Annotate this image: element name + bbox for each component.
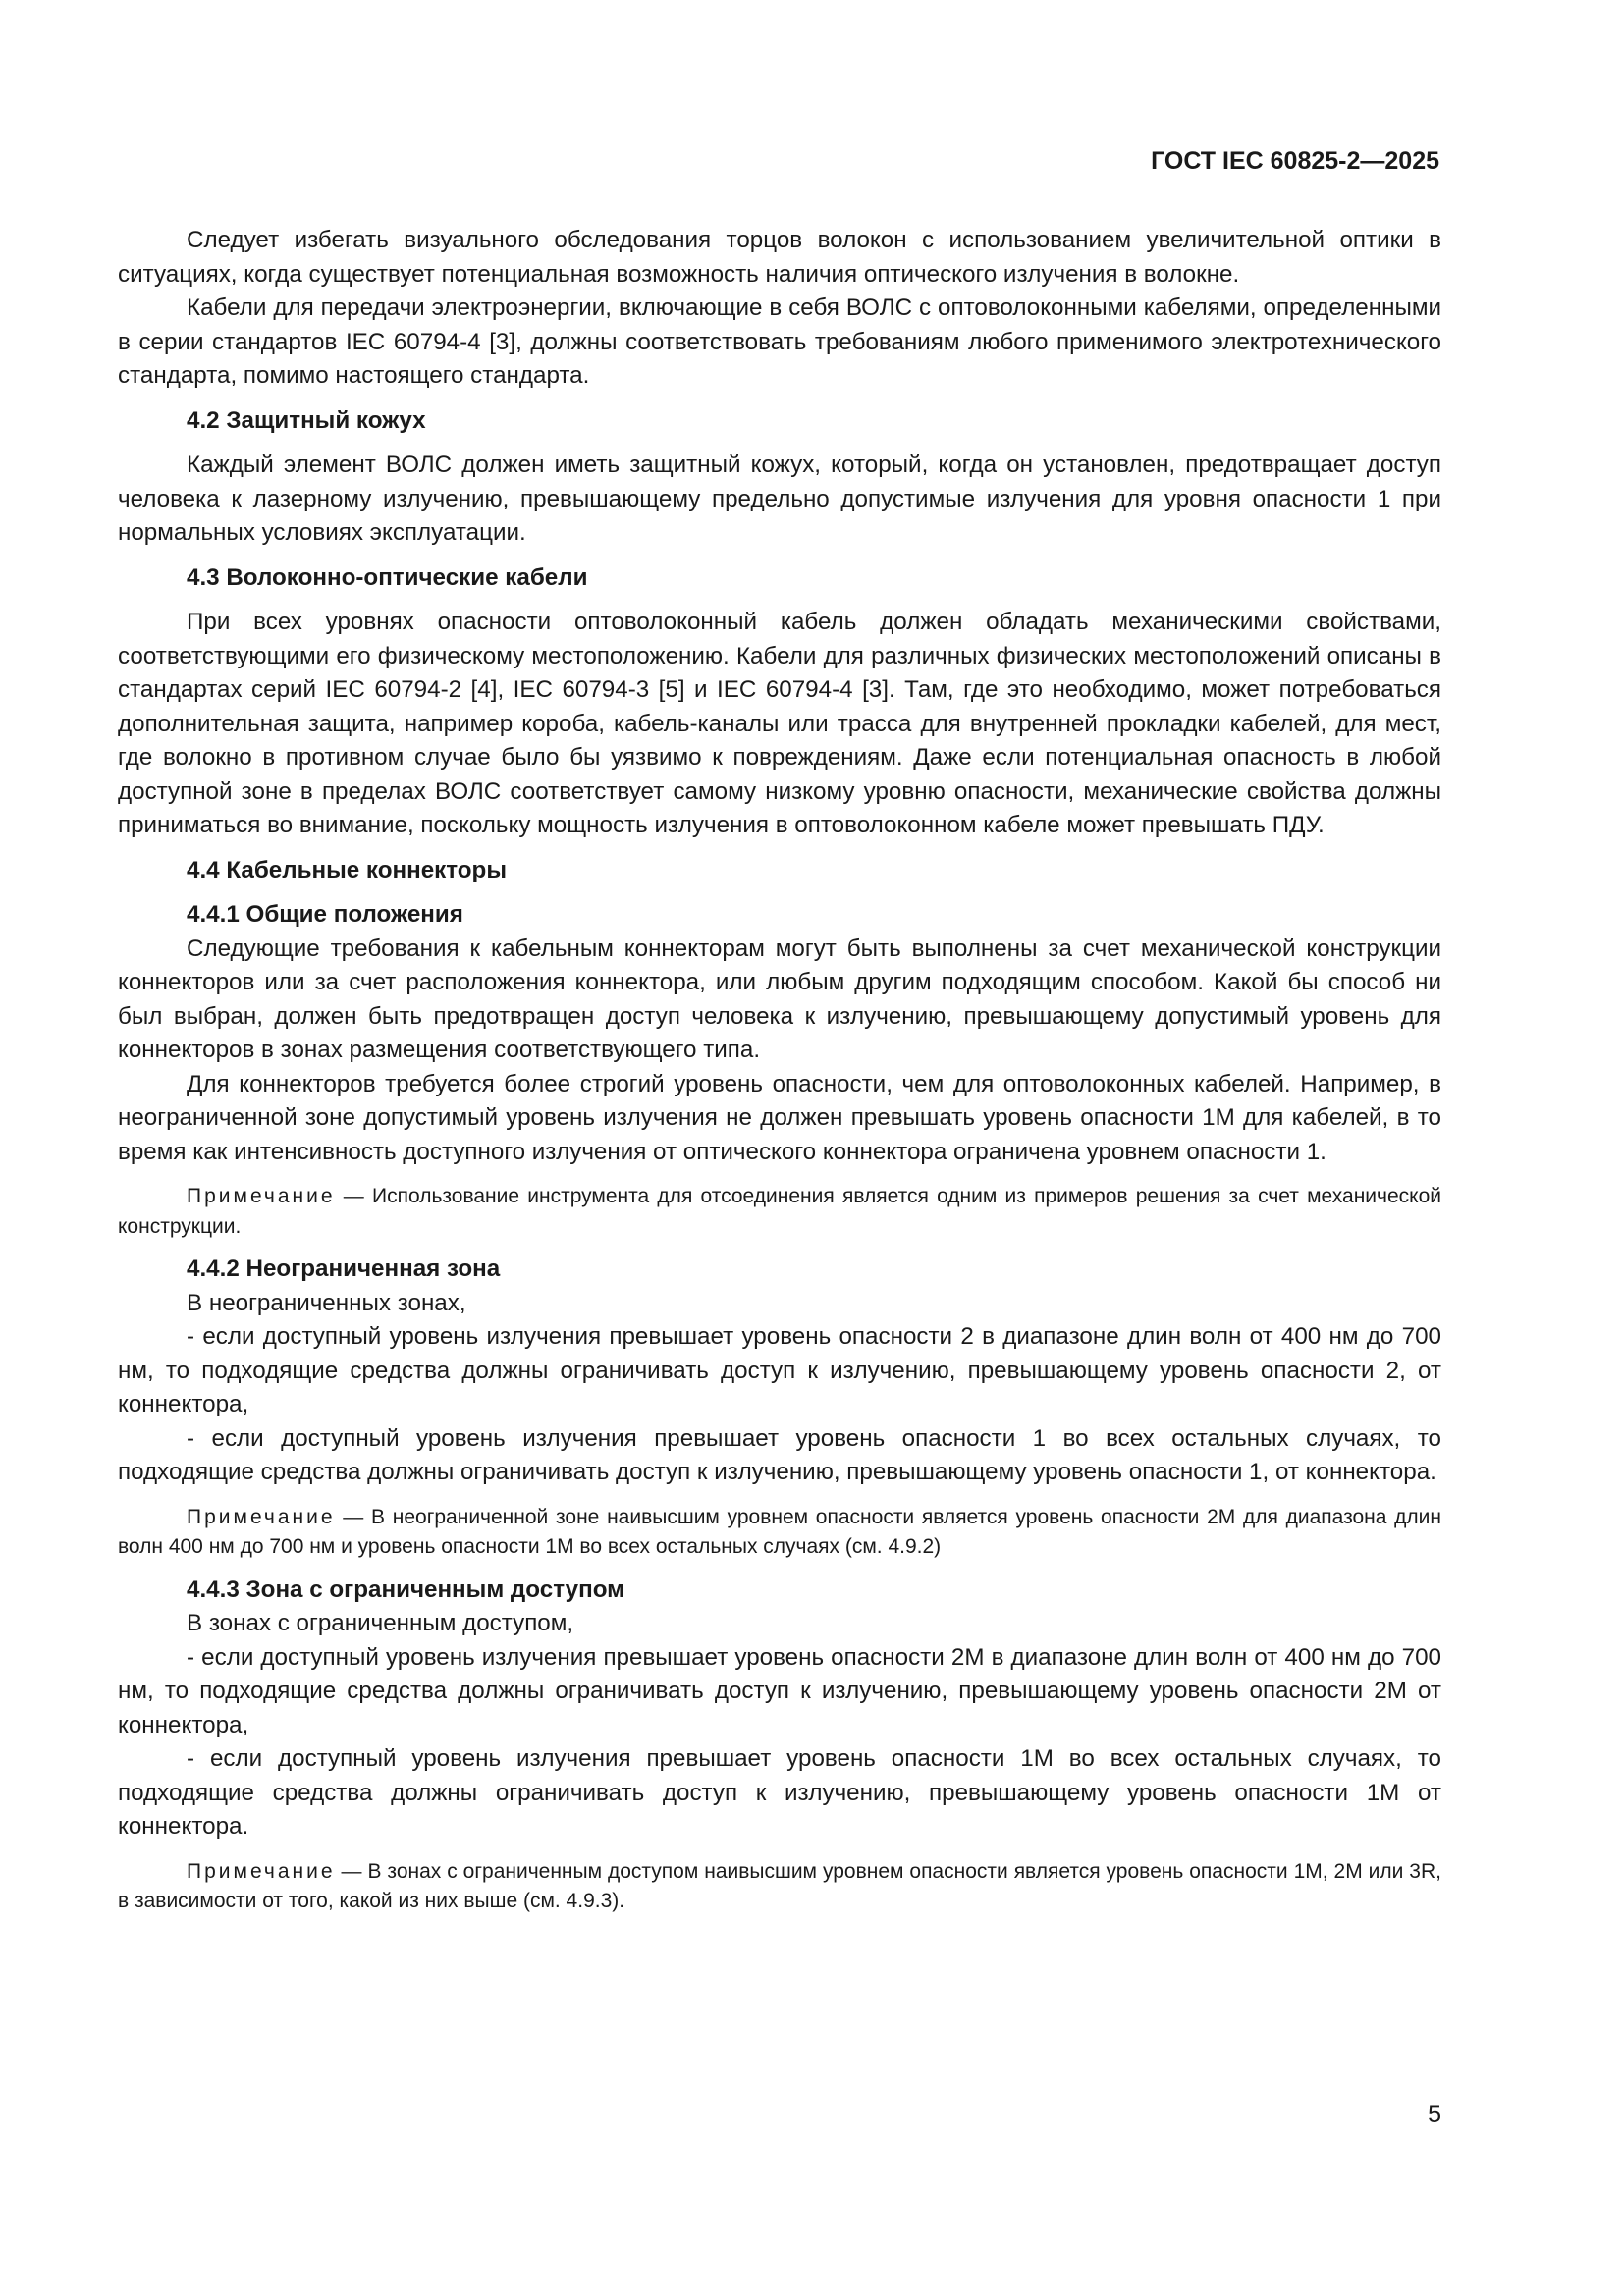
page-number: 5 — [1428, 2101, 1441, 2128]
list-item: - если доступный уровень излучения превышает уровень опасности 2M в диапазоне длин волн от 400 нм до 700 нм, то подходящие средства должны ограничивать доступ к излучению, превышающему уровень опасности 2M от коннектора, — [118, 1643, 1441, 1738]
paragraph: Следует избегать визуального обследования торцов волокон с использованием увеличительной оптики в ситуациях, когда существует потенциальная возможность наличия оптического излучения в волокне. — [118, 227, 1441, 288]
paragraph: Для коннекторов требуется более строгий уровень опасности, чем для оптоволоконных кабелей. Например, в неограниченной зоне допустимый уровень излучения не должен превышать уровень опасности 1M для кабелей, в то время как интенсивность доступного излучения от оптического коннектора ограничена уровнем опасности 1. — [118, 1070, 1441, 1165]
note — [118, 1503, 1441, 1563]
list-item: - если доступный уровень излучения превышает уровень опасности 1 во всех остальных случаях, то подходящие средства должны ограничивать доступ к излучению, превышающему уровень опасности 1, от коннектора. — [118, 1424, 1441, 1485]
paragraph: Кабели для передачи электроэнергии, включающие в себя ВОЛС с оптоволоконными кабелями, определенными в серии стандартов IEC 60794-4 [3], должны соответствовать требованиям любого применимого электротехнического стандарта, помимо настоящего стандарта. — [118, 294, 1441, 389]
subsection-heading-4-4-2: 4.4.2 Неограниченная зона — [187, 1255, 501, 1282]
section-heading-4-3: 4.3 Волоконно-оптические кабели — [187, 563, 588, 591]
note-text: — В неограниченной зоне наивысшим уровнем опасности является уровень опасности 2M для диапазона длин волн 400 нм до 700 нм и уровень опасности 1M во всех остальных случаях (см. 4.9.2) — [118, 1505, 1441, 1558]
paragraph: В неограниченных зонах, — [187, 1289, 466, 1316]
note-label: Примечание — [187, 1505, 336, 1528]
document-header: ГОСТ IEC 60825-2—2025 — [1151, 147, 1439, 175]
note — [118, 1857, 1441, 1917]
note-label: Примечание — [187, 1185, 336, 1207]
note-text: — Использование инструмента для отсоединения является одним из примеров решения за счет механической конструкции. — [118, 1185, 1441, 1238]
paragraph: При всех уровнях опасности оптоволоконный кабель должен обладать механическими свойствами, соответствующими его физическому местоположению. Кабели для различных физических местоположений описаны в стандартах серий IEC 60794-2 [4], IEC 60794-3 [5] и IEC 60794-4 [3]. Там, где это необходимо, может потребоваться дополнительная защита, например короба, кабель-каналы или трасса для внутренней прокладки кабелей, для мест, где волокно в противном случае было бы уязвимо к повреждениям. Даже если потенциальная опасность в любой доступной зоне в пределах ВОЛС соответствует самому низкому уровню опасности, механические свойства должны приниматься во внимание, поскольку мощность излучения в оптоволоконном кабеле может превышать ПДУ. — [118, 609, 1441, 838]
list-item: - если доступный уровень излучения превышает уровень опасности 1M во всех остальных случаях, то подходящие средства должны ограничивать доступ к излучению, превышающему уровень опасности 1M от коннектора. — [118, 1745, 1441, 1840]
note — [118, 1182, 1441, 1242]
subsection-heading-4-4-3: 4.4.3 Зона с ограниченным доступом — [187, 1575, 625, 1603]
note-text: — В зонах с ограниченным доступом наивысшим уровнем опасности является уровень опасности 1M, 2M или 3R, в зависимости от того, какой из них выше (см. 4.9.3). — [118, 1859, 1441, 1912]
subsection-heading-4-4-1: 4.4.1 Общие положения — [187, 901, 463, 928]
section-heading-4-4: 4.4 Кабельные коннекторы — [187, 856, 507, 883]
paragraph: Каждый элемент ВОЛС должен иметь защитный кожух, который, когда он установлен, предотвращает доступ человека к лазерному излучению, превышающему предельно допустимые излучения для уровня опасности 1 при нормальных условиях эксплуатации. — [118, 452, 1441, 546]
list-item: - если доступный уровень излучения превышает уровень опасности 2 в диапазоне длин волн от 400 нм до 700 нм, то подходящие средства должны ограничивать доступ к излучению, превышающему уровень опасности 2, от коннектора, — [118, 1323, 1441, 1417]
paragraph: В зонах с ограниченным доступом, — [187, 1610, 574, 1636]
note-label: Примечание — [187, 1859, 336, 1883]
section-heading-4-2: 4.2 Защитный кожух — [187, 406, 426, 434]
paragraph: Следующие требования к кабельным коннекторам могут быть выполнены за счет механической конструкции коннекторов или за счет расположения коннектора, или любым другим подходящим способом. Какой бы способ ни был выбран, должен быть предотвращен доступ человека к излучению, превышающему допустимый уровень для коннекторов в зонах размещения соответствующего типа. — [118, 934, 1441, 1063]
document-body — [118, 224, 1441, 1925]
